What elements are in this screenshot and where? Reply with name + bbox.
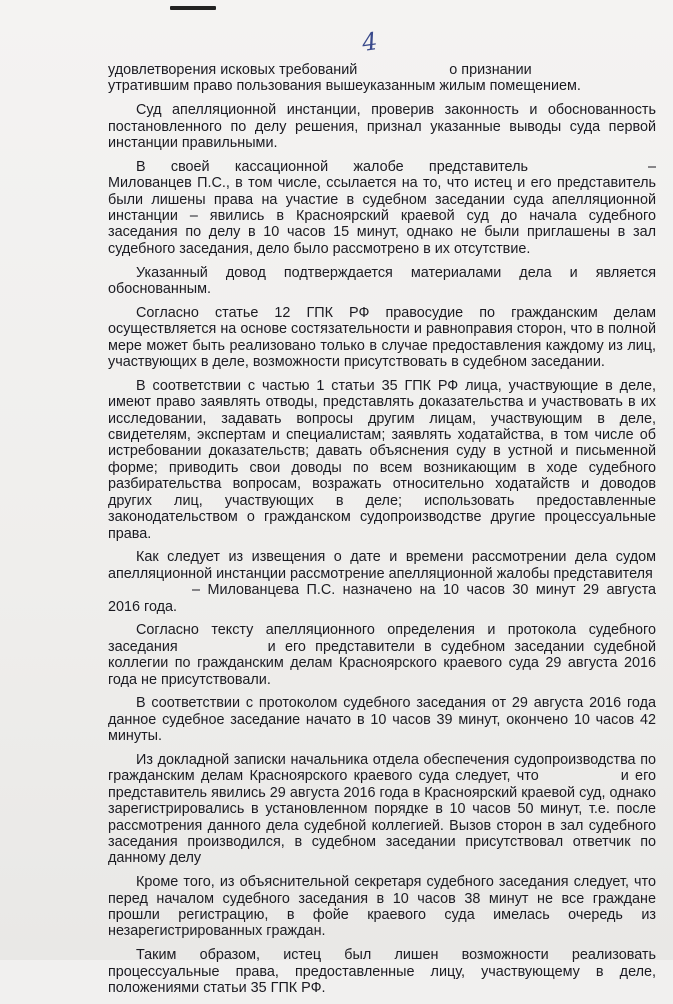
paragraph: Как следует из извещения о дате и времени рассмотрении дела судом апелляционной инстанции рассмотрение апелляционной жалобы представителя – Милованцева П.С. назначено на 10 часов 30 минут 29 августа 2016 года.	[108, 549, 656, 615]
paragraph: Согласно тексту апелляционного определения и протокола судебного заседания и его представители в судебном заседании судебной коллегии по гражданским делам Красноярского краевого суда 29 августа 2016 года не присутствовали.	[108, 622, 656, 688]
paragraph: Согласно статье 12 ГПК РФ правосудие по гражданским делам осуществляется на основе состязательности и равноправия сторон, что в полной мере может быть реализовано только в случае предоставления каждому из лиц, участвующих в деле, возможности присутствовать в судебном заседании.	[108, 304, 656, 371]
paragraph: Таким образом, истец был лишен возможности реализовать процессуальные права, предоставленные лицу, участвующему в деле, положениями статьи 35 ГПК РФ.	[108, 947, 656, 997]
top-bar-mark	[170, 6, 216, 10]
document-body	[108, 62, 656, 1004]
paragraph: Суд апелляционной инстанции, проверив законность и обоснованность постановленного по делу решения, признал указанные выводы суда первой инстанции правильными.	[108, 102, 656, 152]
paragraph: Указанный довод подтверждается материалами дела и является обоснованным.	[108, 264, 656, 298]
paragraph: удовлетворения исковых требований о признании утратившим право пользования вышеуказанным жилым помещением.	[108, 62, 581, 95]
paragraph: В соответствии с частью 1 статьи 35 ГПК РФ лица, участвующие в деле, имеют право заявлять отводы, представлять доказательства и участвовать в их исследовании, задавать вопросы другим лицам, участвующим в деле, свидетелям, экспертам и специалистам; заявлять ходатайства, в том числе об истребовании доказательств; давать объяснения суду в устной и письменной форме; приводить свои доводы по всем возникающим в ходе судебного разбирательства вопросам, возражать относительно ходатайств и доводов других лиц, участвующих в деле; использовать предоставленные законодательством о гражданском судопроизводстве другие процессуальные права.	[108, 377, 656, 542]
paragraph: В своей кассационной жалобе представитель – Милованцев П.С., в том числе, ссылается на то, что истец и его представитель были лишены права на участие в судебном заседании суда апелляционной инстанции – явились в Красноярский краевой суд до начала судебного заседания по делу в 10 часов 15 минут, однако не были приглашены в зал судебного заседания, дело было рассмотрено в их отсутствие.	[108, 158, 656, 257]
paragraph: Кроме того, из объяснительной секретаря судебного заседания следует, что перед началом судебного заседания в 10 часов 38 минут не все граждане прошли регистрацию, в фойе краевого суда имелась очередь из незарегистрированных граждан.	[108, 874, 656, 940]
paragraph: Из докладной записки начальника отдела обеспечения судопроизводства по гражданским делам Красноярского краевого суда следует, что и его представитель явились 29 августа 2016 года в Красноярский краевой суд, однако зарегистрировались в установленном порядке в 10 часов 50 минут, т.е. после рассмотрения данного дела судебной коллегией. Вызов сторон в зал судебного заседания производился, в судебном заседании присутствовал ответчик по данному делу	[108, 751, 657, 867]
handwritten-page-number: 4	[360, 27, 380, 57]
paragraph: В соответствии с протоколом судебного заседания от 29 августа 2016 года данное судебное заседание начато в 10 часов 39 минут, окончено 10 часов 42 минуты.	[108, 695, 656, 745]
